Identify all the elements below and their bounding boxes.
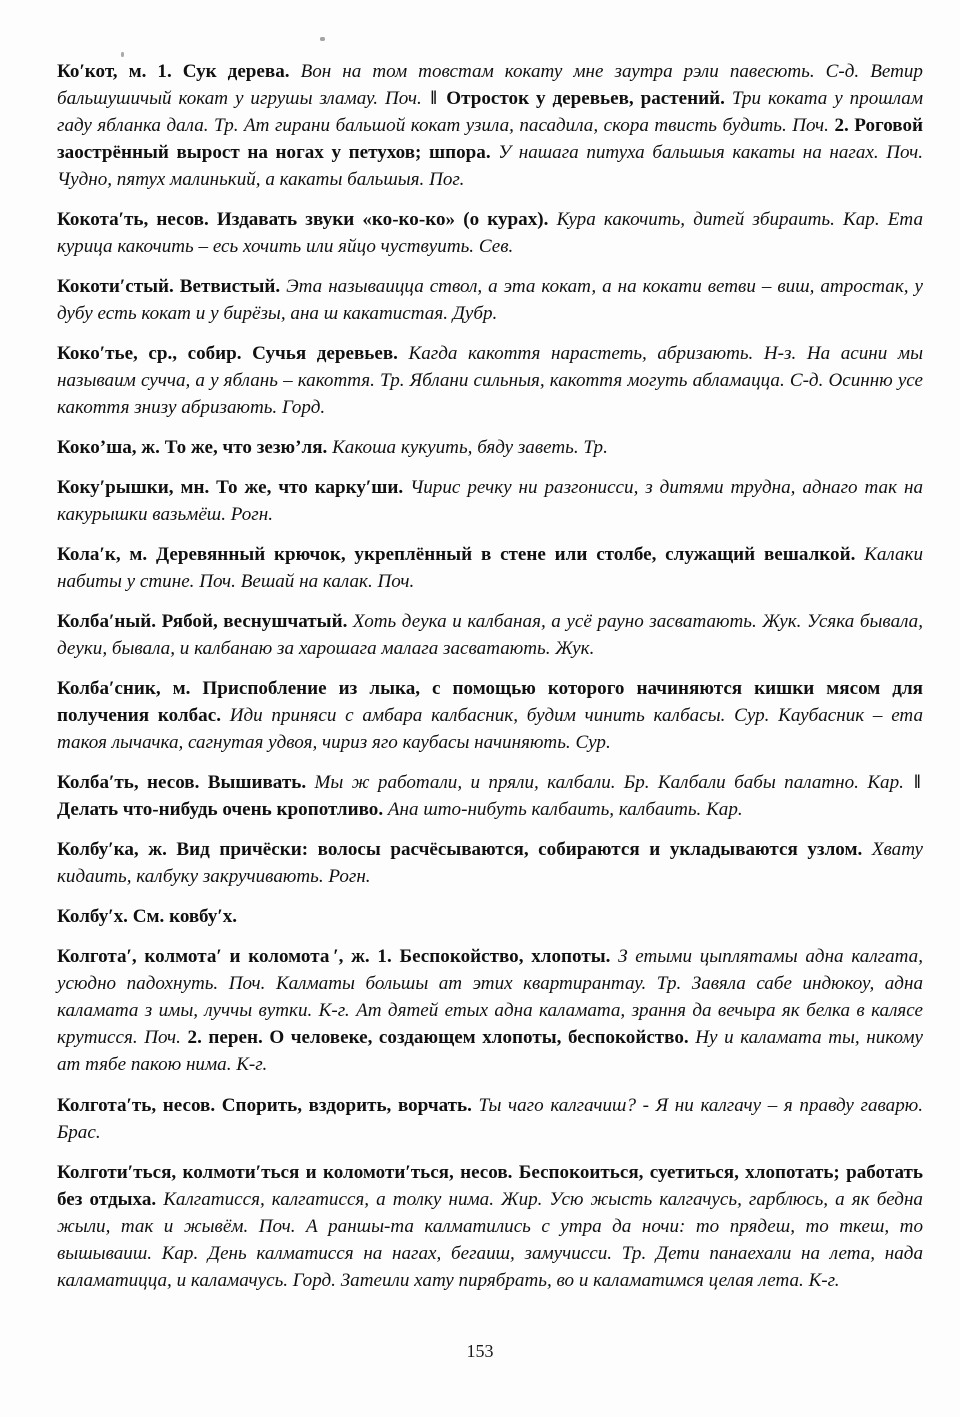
dictionary-entry bbox=[57, 58, 923, 193]
entry-headword-definition: Колгота′ть, несов. Спорить, вздорить, ворчать. bbox=[57, 1094, 472, 1116]
entry-citation: У нашага питуха бальшыя какаты на нагах. Поч. Чудно, пятух малинький, а какаты бальшыя. Пог. bbox=[57, 142, 923, 191]
entry-citation: Чирис речку ни разгонисси, з дитями трудна, аднаго так на какурышки вазьмёш. Рогн. bbox=[57, 477, 923, 526]
entry-citation: Ты чаго калгачиш? - Я ни калгачу – я правду гаварю. Брас. bbox=[57, 1094, 923, 1143]
dictionary-entry bbox=[57, 836, 923, 890]
entry-citation: Ну и каламата ты, никому ат тябе пакою нима. К-г. bbox=[57, 1027, 923, 1076]
dictionary-entry bbox=[57, 769, 923, 823]
dictionary-entry bbox=[57, 340, 923, 421]
entry-headword-definition: Колготи′ться, колмоти′ться и коломоти′ться, несов. Беспокоиться, суетиться, хлопотать; работать без отдыха. bbox=[57, 1161, 923, 1210]
entry-citation: Хвату кидаить, калбуку закручивають. Рогн. bbox=[57, 839, 924, 888]
entry-headword-definition: Колба′ный. Рябой, веснушчатый. bbox=[57, 611, 348, 633]
page-number: 153 bbox=[466, 1341, 494, 1361]
sense-separator-icon: ‖ bbox=[914, 772, 921, 794]
entry-citation: Три коката у прошлам гаду ябланка дала. Тр. Ат гирани бальшой кокат узила, пасадила, скора твисть будить. Поч. bbox=[57, 88, 923, 137]
dictionary-entry bbox=[57, 474, 923, 528]
entry-citation: З етыми цыплятамы адна калгата, усюдно падохнуть. Поч. Калматы большы ат этих квартирантау. Тр. Завяла сабе индюкоу, адна каламата з имы, луччы вутки. К-г. Ат дятей етых адна каламата, зрання да вечыра як белка в калясе крутисся. Поч. bbox=[57, 946, 923, 1049]
dictionary-entry bbox=[57, 608, 923, 662]
scan-speck-left bbox=[121, 52, 124, 57]
dictionary-entry bbox=[57, 206, 923, 260]
entry-citation: Мы ж работали, и пряли, калбали. Бр. Калбали бабы палатно. Кар. bbox=[306, 772, 913, 794]
entry-headword-definition: Колбу′ка, ж. Вид причёски: волосы расчёсываются, собираются и укладываются узлом. bbox=[57, 839, 863, 861]
entry-citation: Хоть деука и калбаная, а усё рауно засватають. Жук. Усяка бывала, деуки, бывала, и калбанаю за харошага малага засватають. Жук. bbox=[57, 611, 923, 660]
entry-headword-definition: Колба′ть, несов. Вышивать. bbox=[57, 772, 307, 794]
entry-citation: Калаки набиты у стине. Поч. Вешай на калак. Поч. bbox=[57, 544, 923, 593]
dictionary-entry bbox=[57, 434, 923, 461]
entry-citation: Иди приняси с амбара калбасник, будим чинить калбасы. Сур. Каубасник – ета такоя лычачка, сагнутая удвоя, чириз яго каубасы начиняють. Сур. bbox=[57, 705, 923, 754]
entry-headword-definition: Делать что-нибудь очень кропотливо. bbox=[57, 799, 384, 821]
entry-headword-definition: Кола′к, м. Деревянный крючок, укреплённый в стене или столбе, служащий вешалкой. bbox=[57, 544, 856, 566]
dictionary-entry bbox=[57, 675, 923, 756]
entry-headword-definition: Коко′тье, ср., собир. Сучья деревьев. bbox=[57, 343, 398, 365]
entry-headword-definition: Колбу′х. См. ковбу′х. bbox=[57, 906, 238, 928]
entry-headword-definition: Коко’ша, ж. То же, что зезю’ля. bbox=[57, 437, 328, 459]
entry-headword-definition: 2. перен. О человеке, создающем хлопоты, беспокойство. bbox=[187, 1027, 689, 1049]
entry-headword-definition: Кокота′ть, несов. Издавать звуки «ко-ко-ко» (о курах). bbox=[57, 209, 549, 231]
entry-citation: Какоша кукуить, бяду заветь. Тр. bbox=[327, 437, 608, 459]
dictionary-entry bbox=[57, 273, 923, 327]
sense-separator-icon: ‖ bbox=[430, 88, 438, 110]
entry-citation: Эта называицца ствол, а эта кокат, а на кокати ветви – виш, атростак, у дубу есть кокат и у бирёзы, ана ш какатистая. Дубр. bbox=[57, 276, 923, 325]
dictionary-entry bbox=[57, 541, 923, 595]
entry-headword-definition: Колгота′, колмота′ и коломота ′, ж. 1. Беспокойство, хлопоты. bbox=[57, 946, 611, 968]
entry-citation: Кура какочить, дитей збираить. Кар. Ета курица какочить – есь хочить или яйцо чуствуить. Сев. bbox=[57, 209, 923, 258]
entry-headword-definition: Колба′сник, м. Приспобление из лыка, с помощью которого начиняются кишки мясом для получения колбас. bbox=[57, 678, 923, 727]
entry-citation: Калгатисся, калгатисся, а толку нима. Жир. Усю жысть калгачусь, гарблюсь, а як бедна жыли, так и жывём. Поч. А раншы-та калматились с утра да ночи: то прядеш, то ткеш, то вышываиш. Кар. День калматисся на нагах, бегаиш, замучисси. Тр. Дети панаехали на лета, нада каламатицца, и каламачусь. Горд. Затеили хату пирябрать, во и каламатимся целая лета. К-г. bbox=[57, 1188, 923, 1291]
dictionary-entry bbox=[57, 903, 923, 930]
entry-headword-definition: Коку′рышки, мн. То же, что карку′ши. bbox=[57, 477, 404, 499]
dictionary-entry bbox=[57, 1092, 923, 1146]
entry-headword-definition: 2. Роговой заострённый вырост на ногах у петухов; шпора. bbox=[57, 115, 924, 164]
entry-headword-definition: Отросток у деревьев, растений. bbox=[439, 88, 725, 110]
entry-column bbox=[57, 58, 923, 1294]
entry-citation: Ана што-нибуть калбаить, калбаить. Кар. bbox=[383, 799, 743, 821]
entry-citation: Кагда какоття нарастеть, абризають. Н-з. На асини мы называим сучча, а у яблань – какоття. Тр. Яблани сильныя, какоття могуть абламацца. С-д. Осинню усе какоття знизу абризають. Горд. bbox=[57, 343, 923, 419]
entry-citation: Вон на том товстам кокату мне заутра рэли павесють. С-д. Ветир бальшушичый кокат у игрушы зламау. Поч. bbox=[57, 61, 923, 110]
scan-speck-right bbox=[320, 37, 325, 41]
entry-headword-definition: Кокоти′стый. Ветвистый. bbox=[57, 276, 281, 298]
entry-headword-definition: Ко′кот, м. 1. Сук дерева. bbox=[57, 61, 290, 82]
dictionary-entry bbox=[57, 943, 923, 1078]
dictionary-entry bbox=[57, 1159, 923, 1294]
